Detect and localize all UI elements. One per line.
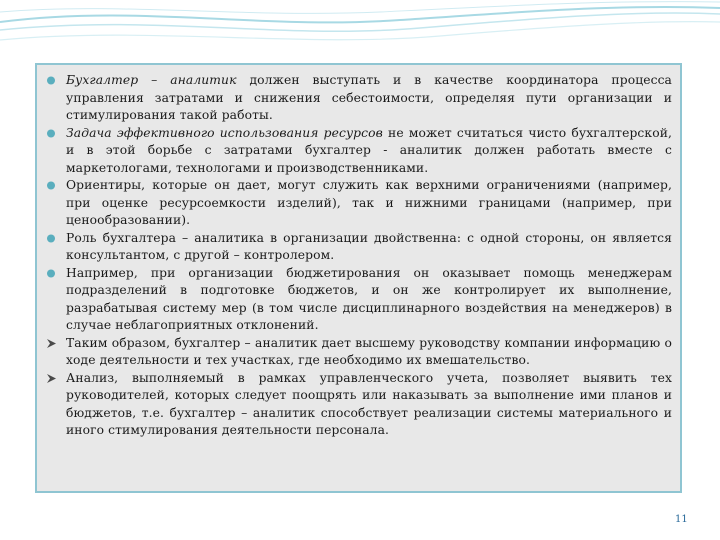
item-text: не может считаться чисто бухгалтерской, и в этой борьбе с затратами бухгалтер - аналитик должен работать вместе с маркетологами, технологами и производственниками. (66, 125, 673, 175)
item-text: Роль бухгалтера – аналитика в организации двойственна: с одной стороны, он является консультантом, с другой – контролером. (66, 230, 672, 262)
list-item (46, 177, 672, 230)
item-text: должен выступать и в качестве координатора процесса управления затратами и снижения себестоимости, определяя пути организации и стимулирования такой работы. (66, 73, 672, 122)
item-italic-prefix: Задача эффективного использования ресурсов (66, 125, 383, 140)
decorative-waves (0, 0, 720, 70)
list-item (46, 335, 672, 370)
page-number: 11 (675, 514, 688, 525)
circle-bullet-icon (46, 265, 60, 283)
list-item (46, 370, 672, 440)
list-item (46, 230, 672, 265)
item-text: Анализ, выполняемый в рамках управленческого учета, позволяет выявить тех руководителей, которых следует поощрять или наказывать за выполнение ими планов и бюджетов, т.е. бухгалтер – аналитик способствует реализации системы материального и иного стимулирования деятельности персонала. (66, 370, 672, 437)
circle-bullet-icon (46, 125, 60, 143)
circle-bullet-icon (46, 230, 60, 248)
list-item (46, 265, 672, 335)
arrow-bullet-icon (46, 370, 60, 388)
item-italic-prefix: Бухгалтер – аналитик (66, 73, 237, 87)
circle-bullet-icon (46, 177, 60, 195)
bullet-list (46, 72, 672, 440)
item-text: Таким образом, бухгалтер – аналитик дает высшему руководству компании информацию о ходе деятельности и тех участках, где необходимо их вмешательство. (66, 335, 672, 367)
content-frame (35, 63, 682, 493)
item-text: Ориентиры, которые он дает, могут служить как верхними ограничениями (например, при оценке ресурсоемкости изделий), так и нижними границами (например, при ценообразовании). (66, 178, 672, 227)
item-text: Например, при организации бюджетирования он оказывает помощь менеджерам подразделений в подготовке бюджетов, и он же контролирует их выполнение, разрабатывая систему мер (в том числе дисциплинарного воздействия на менеджеров) в случае неблагоприятных отклонений. (66, 265, 672, 332)
circle-bullet-icon (46, 72, 60, 90)
list-item (46, 72, 672, 125)
arrow-bullet-icon (46, 335, 60, 353)
list-item (46, 125, 672, 178)
